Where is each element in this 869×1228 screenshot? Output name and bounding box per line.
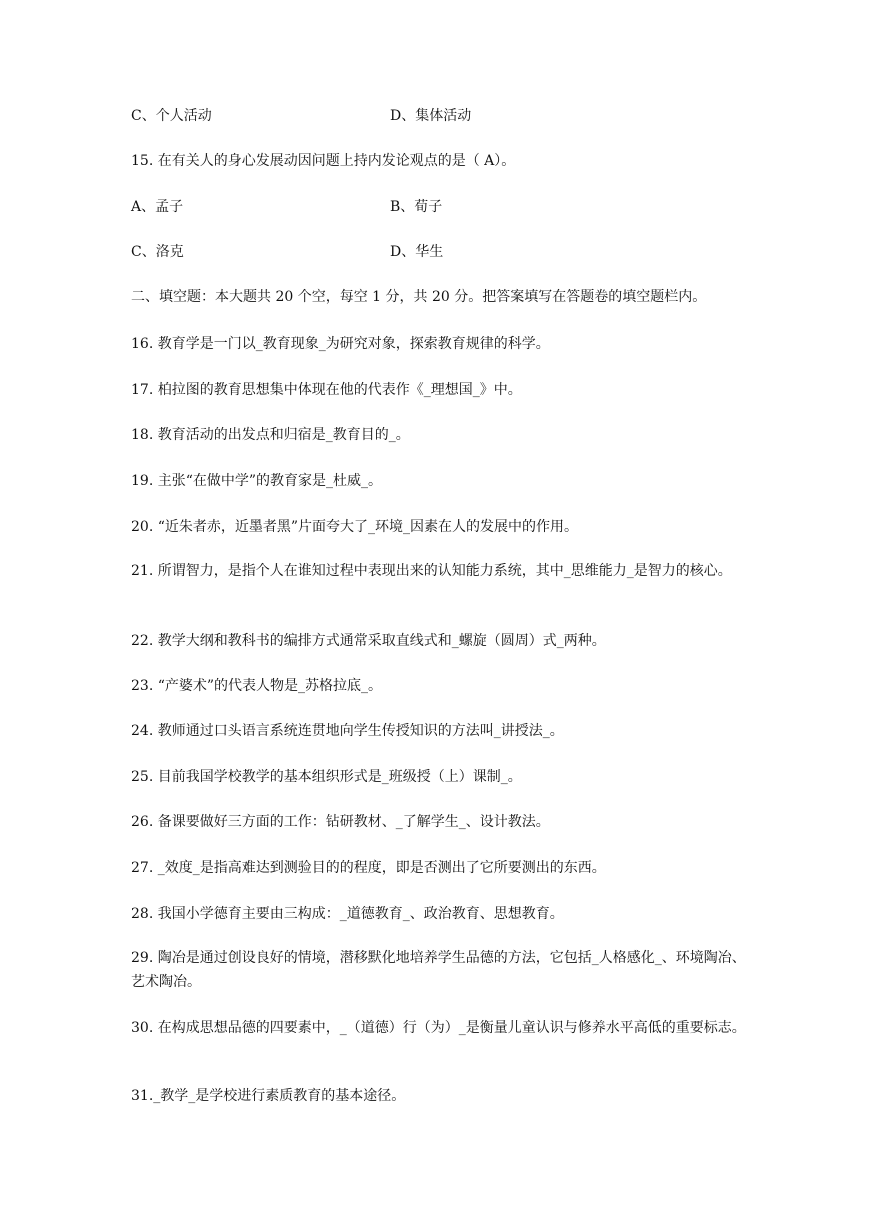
q15-option-c: C、洛克: [131, 244, 184, 260]
question-19: 19. 主张“在做中学”的教育家是_杜威_。: [131, 473, 383, 489]
question-28: 28. 我国小学德育主要由三构成：_道德教育_、政治教育、思想教育。: [131, 906, 564, 922]
question-24: 24. 教师通过口头语言系统连贯地向学生传授知识的方法叫_讲授法_。: [131, 723, 564, 739]
question-23: 23. “产婆术”的代表人物是_苏格拉底_。: [131, 678, 383, 694]
q15-option-b: B、荀子: [390, 199, 443, 215]
question-20: 20. “近朱者赤，近墨者黑”片面夸大了_环境_因素在人的发展中的作用。: [131, 519, 579, 535]
q15-option-d: D、华生: [390, 244, 444, 260]
question-22: 22. 教学大纲和教科书的编排方式通常采取直线式和_螺旋（圆周）式_两种。: [131, 633, 606, 649]
q15-question: 15. 在有关人的身心发展动因问题上持内发论观点的是（ A）。: [131, 153, 516, 169]
section-heading-fill-in: 二、填空题：本大题共 20 个空，每空 1 分，共 20 分。把答案填写在答题卷的填空题栏内。: [131, 289, 707, 305]
question-18: 18. 教育活动的出发点和归宿是_教育目的_。: [131, 427, 410, 443]
q15-option-a: A、孟子: [131, 199, 184, 215]
q14-option-c: C、个人活动: [131, 108, 212, 124]
question-17: 17. 柏拉图的教育思想集中体现在他的代表作《_理想国_》中。: [131, 382, 522, 398]
question-26: 26. 备课要做好三方面的工作：钻研教材、_了解学生_、设计教法。: [131, 814, 550, 830]
question-29: 29. 陶冶是通过创设良好的情境，潜移默化地培养学生品德的方法，它包括_人格感化_、环境陶冶、艺术陶冶。: [131, 950, 746, 990]
question-16: 16. 教育学是一门以_教育现象_为研究对象，探索教育规律的科学。: [131, 336, 550, 352]
question-31: 31._教学_是学校进行素质教育的基本途径。: [131, 1088, 406, 1104]
question-30: 30. 在构成思想品德的四要素中，_（道德）行（为）_是衡量儿童认识与修养水平高低的重要标志。: [131, 1020, 746, 1036]
question-27: 27. _效度_是指高难达到测验目的的程度，即是否测出了它所要测出的东西。: [131, 860, 606, 876]
q14-option-d: D、集体活动: [390, 108, 472, 124]
question-21: 21. 所谓智力，是指个人在谁知过程中表现出来的认知能力系统，其中_思维能力_是智力的核心。: [131, 563, 732, 579]
question-25: 25. 目前我国学校教学的基本组织形式是_班级授（上）课制_。: [131, 769, 522, 785]
